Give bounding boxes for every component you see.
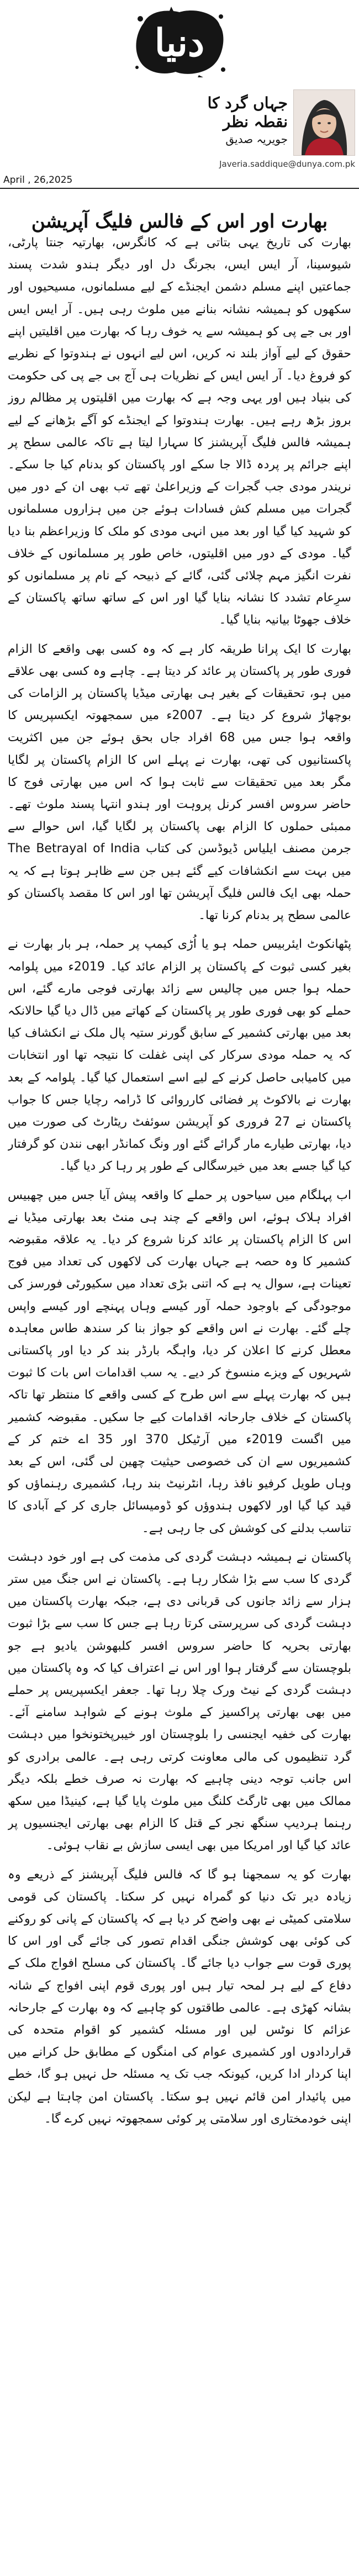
publish-date: April , 26,2025 <box>3 175 73 186</box>
article-paragraph: بھارت کا ایک پرانا طریقہ کار ہے کہ وہ کسی بھی واقعے کا الزام فوری طور پر پاکستان پر عائد کر دیتا ہے۔ چاہے وہ کسی بھی علاقے میں ہو، تحقیقات کے بغیر ہی بھارتی میڈیا پاکستان پر الزامات کی بوچھاڑ شروع کر دیتا ہے۔ 2007ء میں سمجھوتہ ایکسپریس کا واقعہ ہوا جس میں 68 افراد جاں بحق ہوئے جن میں اکثریت پاکستانیوں کی تھی، بھارت نے پہلے اس کا الزام پاکستان پر لگایا مگر بعد میں تحقیقات سے ثابت ہوا کہ اس میں بھارتی فوج کا حاضر سروس افسر کرنل پروہت اور ہندو انتہا پسند ملوث تھے۔ ممبئی حملوں کا الزام بھی پاکستان پر لگایا گیا، اس حوالے سے جرمن مصنف ایلیاس ڈیوڈسن کی کتاب The Betrayal of India میں بہت سے انکشافات کیے گئے ہیں جن سے ظاہر ہوتا ہے کہ یہ حملہ بھی ایک فالس فلیگ آپریشن تھا اور اس کا مقصد پاکستان کو عالمی سطح پر بدنام کرنا تھا۔ <box>8 642 351 923</box>
article-headline: بھارت اور اس کے فالس فلیگ آپریشن <box>31 210 328 233</box>
author-email[interactable]: Javeria.saddique@dunya.com.pk <box>219 159 355 169</box>
date-bar <box>0 175 359 186</box>
article-paragraph: اب پہلگام میں سیاحوں پر حملے کا واقعہ پیش آیا جس میں چھبیس افراد ہلاک ہوئے، اس واقعے کے چند ہی منٹ بعد بھارتی میڈیا نے اس کا الزام پاکستان پر عائد کرنا شروع کر دیا۔ یہ علاقہ مقبوضہ کشمیر کا وہ حصہ ہے جہاں بھارت کی لاکھوں کی تعداد میں فوج تعینات ہے، سوال یہ ہے کہ اتنی بڑی تعداد میں سکیورٹی فورسز کی موجودگی کے باوجود حملہ آور کیسے وہاں پہنچے اور کیسے واپس چلے گئے۔ بھارت نے اس واقعے کو جواز بنا کر سندھ طاس معاہدہ معطل کرنے کا اعلان کر دیا، واہگہ بارڈر بند کر دیا اور پاکستانی شہریوں کے ویزے منسوخ کر دیے۔ یہ سب اقدامات اس بات کا ثبوت ہیں کہ بھارت پہلے سے اس طرح کے کسی واقعے کا منتظر تھا تاکہ پاکستان کے خلاف جارحانہ اقدامات کیے جا سکیں۔ مقبوضہ کشمیر میں اگست 2019ء میں آرٹیکل 370 اور 35 اے ختم کر کے کشمیریوں سے ان کی خصوصی حیثیت چھین لی گئی، اس کے بعد وہاں طویل کرفیو نافذ رہا، انٹرنیٹ بند رہا، کشمیری رہنماؤں کو قید کیا گیا اور لاکھوں ہندوؤں کو ڈومیسائل جاری کر کے آبادی کا تناسب بدلنے کی کوشش کی جا رہی ہے۔ <box>8 1188 351 1535</box>
newspaper-logo <box>128 3 231 81</box>
author-portrait-icon <box>294 90 355 155</box>
article-paragraph: بھارت کی تاریخ یہی بتاتی ہے کہ کانگرس، بھارتیہ جنتا پارٹی، شیوسینا، آر ایس ایس، بجرنگ دل اور دیگر ہندو شدت پسند جماعتیں اپنے مسلم دشمن ایجنڈے کے لیے مسلمانوں، مسیحیوں اور سکھوں کو ہمیشہ نشانہ بنانے میں ملوث رہی ہیں۔ آر ایس ایس اور بی جے پی کو ہمیشہ سے یہ خوف رہا کہ بھارت میں اقلیتیں اپنے حقوق کے لیے آواز بلند نہ کریں، اس لیے انہوں نے ہندوتوا کے نظریے کو فروغ دیا۔ آر ایس ایس کے نظریات ہی آج بی جے پی کی حکومت کی بنیاد ہیں اور یہی وجہ ہے کہ بھارت میں اقلیتوں پر مظالم روز بروز بڑھ رہے ہیں۔ بھارت ہندوتوا کے ایجنڈے کو آگے بڑھانے کے لیے ہمیشہ فالس فلیگ آپریشنز کا سہارا لیتا ہے تاکہ عالمی سطح پر اپنے جرائم پر پردہ ڈالا جا سکے اور پاکستان کو بدنام کیا جا سکے۔ نریندر مودی جب گجرات کے وزیراعلیٰ تھے تب بھی ان کے دور میں گجرات میں مسلم کش فسادات ہوئے جن میں ہزاروں مسلمانوں کو شہید کیا گیا اور بعد میں انہی مودی کو ملک کا وزیراعظم بنا دیا گیا۔ مودی کے دور میں اقلیتوں، خاص طور پر مسلمانوں کے خلاف نفرت انگیز مہم چلائی گئی، گائے کے ذبیحہ کے نام پر مسلمانوں کو سرِعام تشدد کا نشانہ بنایا گیا اور اس کے ساتھ ساتھ پاکستان کے خلاف جھوٹا بیانیہ بنایا گیا۔ <box>8 236 351 627</box>
logo-text: دنیا <box>154 21 205 65</box>
avatar <box>293 89 355 156</box>
column-name: جہاں گرد کا نقطہ نظر <box>207 94 288 131</box>
article-paragraph: بھارت کو یہ سمجھنا ہو گا کہ فالس فلیگ آپریشنز کے ذریعے وہ زیادہ دیر تک دنیا کو گمراہ نہیں کر سکتا۔ پاکستان کی قومی سلامتی کمیٹی نے بھی واضح کر دیا ہے کہ پاکستان کے پانی کو روکنے کی کوئی بھی کوشش جنگی اقدام تصور کی جائے گی اور اس کا پوری قوت سے جواب دیا جائے گا۔ پاکستان کی مسلح افواج ملک کے دفاع کے لیے ہر لمحہ تیار ہیں اور پوری قوم اپنی افواج کے شانہ بشانہ کھڑی ہے۔ عالمی طاقتوں کو چاہیے کہ وہ بھارت کے جارحانہ عزائم کا نوٹس لیں اور مسئلہ کشمیر کو اقوام متحدہ کی قراردادوں اور کشمیری عوام کی امنگوں کے مطابق حل کرانے میں اپنا کردار ادا کریں، کیونکہ جب تک یہ مسئلہ حل نہیں ہو گا، خطے میں پائیدار امن قائم نہیں ہو سکتا۔ پاکستان امن چاہتا ہے لیکن اپنی خودمختاری اور سلامتی پر کوئی سمجھوتہ نہیں کرے گا۔ <box>8 1867 351 2126</box>
author-name: جویریہ صدیق <box>225 133 288 146</box>
author-box <box>180 88 356 171</box>
article-paragraph: پٹھانکوٹ ایئربیس حملہ ہو یا اُڑی کیمپ پر حملہ، ہر بار بھارت نے بغیر کسی ثبوت کے پاکستان پر الزام عائد کیا۔ 2019ء میں پلوامہ حملہ ہوا جس میں چالیس سے زائد بھارتی فوجی مارے گئے، اس حملے کو بھی فوری طور پر پاکستان کے کھاتے میں ڈال دیا گیا حالانکہ بعد میں بھارتی کشمیر کے سابق گورنر ستیہ پال ملک نے انکشاف کیا کہ یہ حملہ مودی سرکار کی اپنی غفلت کا نتیجہ تھا اور انتخابات میں کامیابی حاصل کرنے کے لیے اسے استعمال کیا گیا۔ پلوامہ کے بعد بھارت نے بالاکوٹ پر فضائی کارروائی کا ڈرامہ رچایا جس کا جواب پاکستان نے 27 فروری کو آپریشن سوئفٹ ریٹارٹ کی صورت میں دیا، بھارتی طیارے مار گرائے گئے اور ونگ کمانڈر ابھی نندن کو گرفتار کیا گیا جسے بعد میں خیرسگالی کے طور پر رہا کر دیا گیا۔ <box>8 937 351 1174</box>
article-paragraph: پاکستان نے ہمیشہ دہشت گردی کی مذمت کی ہے اور خود دہشت گردی کا سب سے بڑا شکار رہا ہے۔ پاکستان نے اس جنگ میں ستر ہزار سے زائد جانوں کی قربانی دی ہے، جبکہ بھارت پاکستان میں دہشت گردی کی سرپرستی کرتا رہا ہے جس کا سب سے بڑا ثبوت بھارتی بحریہ کا حاضر سروس افسر کلبھوشن یادیو ہے جو بلوچستان سے گرفتار ہوا اور اس نے اعتراف کیا کہ وہ پاکستان میں دہشت گردی کے نیٹ ورک چلا رہا تھا۔ جعفر ایکسپریس پر حملے میں بھی بھارتی پراکسیز کے ملوث ہونے کے شواہد سامنے آئے۔ بھارت کی خفیہ ایجنسی را بلوچستان اور خیبرپختونخوا میں دہشت گرد تنظیموں کی مالی معاونت کرتی رہی ہے۔ عالمی برادری کو اس جانب توجہ دینی چاہیے کہ بھارت نہ صرف خطے بلکہ دیگر ممالک میں بھی ٹارگٹ کلنگ میں ملوث پایا گیا ہے، کینیڈا میں سکھ رہنما ہردیپ سنگھ نجر کے قتل کا الزام بھی بھارتی ایجنسیوں پر عائد کیا گیا اور امریکا میں بھی ایسی سازش بے نقاب ہوئی۔ <box>8 1550 351 1853</box>
masthead <box>0 0 359 186</box>
logo-mark <box>133 7 226 77</box>
header-divider <box>0 188 359 189</box>
article-body <box>8 232 351 2563</box>
